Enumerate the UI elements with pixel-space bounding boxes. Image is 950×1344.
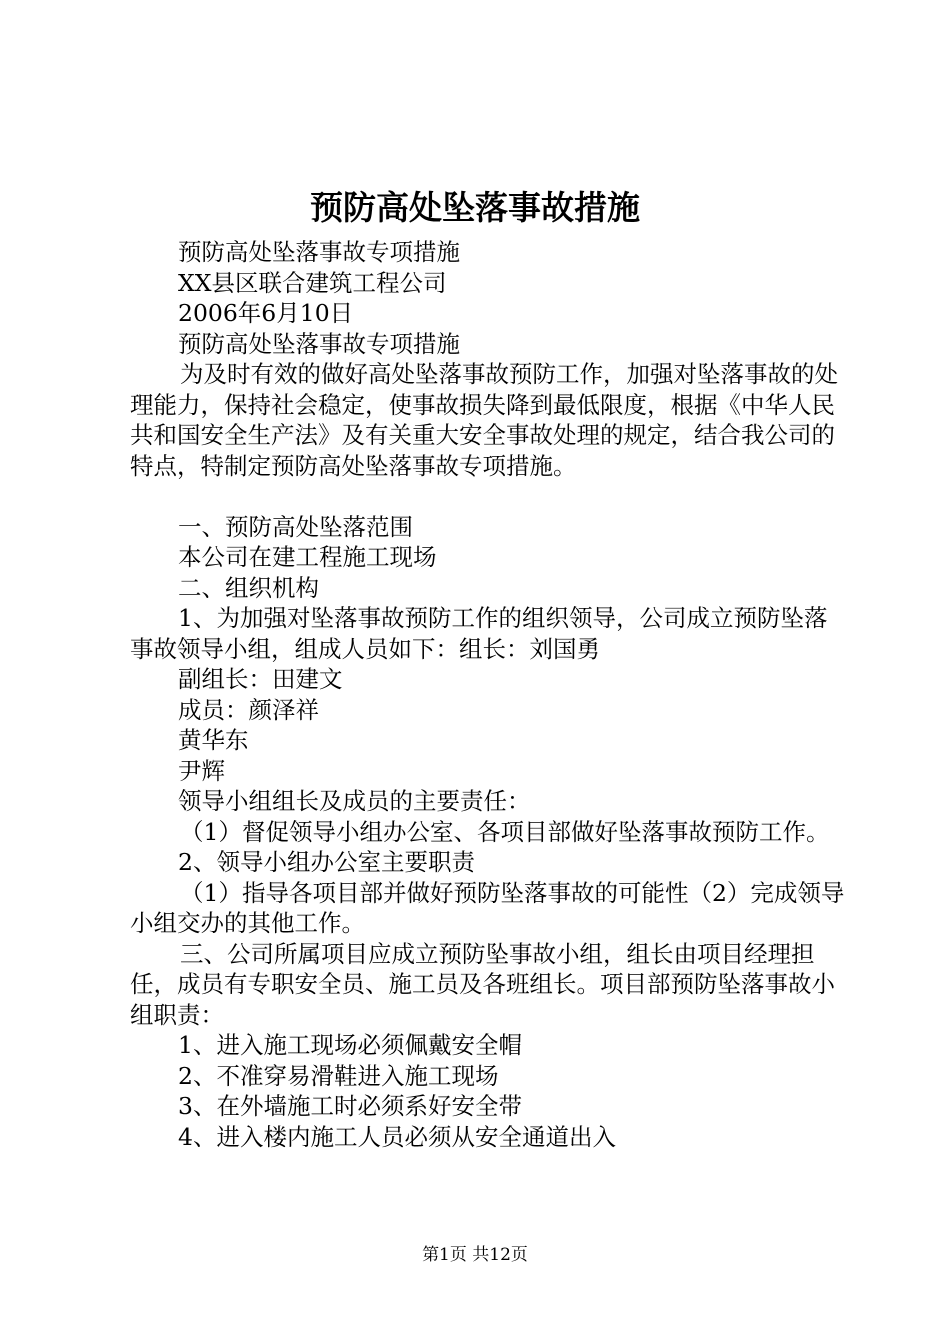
members-line: 成员：颜泽祥	[178, 695, 319, 724]
org-paragraph: 1、为加强对坠落事故预防工作的组织领导，公司成立预防坠落事故领导小组，组成人员如下：组长：刘国勇	[130, 604, 828, 663]
rule-item: 2、不准穿易滑鞋进入施工现场	[178, 1061, 499, 1090]
office-heading: 2、领导小组办公室主要职责	[178, 848, 475, 876]
duties-heading: 领导小组组长及成员的主要责任：	[178, 787, 531, 815]
company-line: XX县区联合建筑工程公司	[178, 268, 447, 297]
date-line: 2006年6月10日	[178, 299, 354, 327]
section3-paragraph: 三、公司所属项目应成立预防坠事故小组，组长由项目经理担任，成员有专职安全员、施工员及各班组长。项目部预防坠落事故小组职责：	[130, 939, 835, 1029]
page-footer: 第1页 共12页	[422, 1245, 528, 1265]
subtitle-line: 预防高处坠落事故专项措施	[178, 238, 460, 266]
member-line: 尹辉	[178, 756, 225, 785]
paragraph-spacer	[130, 481, 850, 512]
section1-heading: 一、预防高处坠落范围	[178, 512, 413, 541]
member-line: 黄华东	[178, 726, 249, 754]
rule-item: 1、进入施工现场必须佩戴安全帽	[178, 1031, 522, 1059]
office-duty-paragraph: （1）指导各项目部并做好预防坠落事故的可能性（2）完成领导小组交办的其他工作。	[130, 878, 845, 937]
rule-item: 3、在外墙施工时必须系好安全带	[178, 1092, 522, 1120]
section1-body: 本公司在建工程施工现场	[178, 543, 437, 571]
page-title: 预防高处坠落事故措施	[310, 188, 640, 227]
intro-paragraph: 为及时有效的做好高处坠落事故预防工作，加强对坠落事故的处理能力，保持社会稳定，使事故损失降到最低限度，根据《中华人民共和国安全生产法》及有关重大安全事故处理的规定，结合我公司的特点，特制定预防高处坠落事故专项措施。	[130, 360, 838, 480]
duty-paragraph: （1）督促领导小组办公室、各项目部做好坠落事故预防工作。	[180, 817, 830, 846]
rule-item: 4、进入楼内施工人员必须从安全通道出入	[178, 1122, 616, 1151]
subtitle-line-repeat: 预防高处坠落事故专项措施	[178, 329, 460, 358]
deputy-line: 副组长：田建文	[178, 665, 343, 693]
section2-heading: 二、组织机构	[178, 573, 319, 602]
document-body	[130, 237, 850, 1152]
